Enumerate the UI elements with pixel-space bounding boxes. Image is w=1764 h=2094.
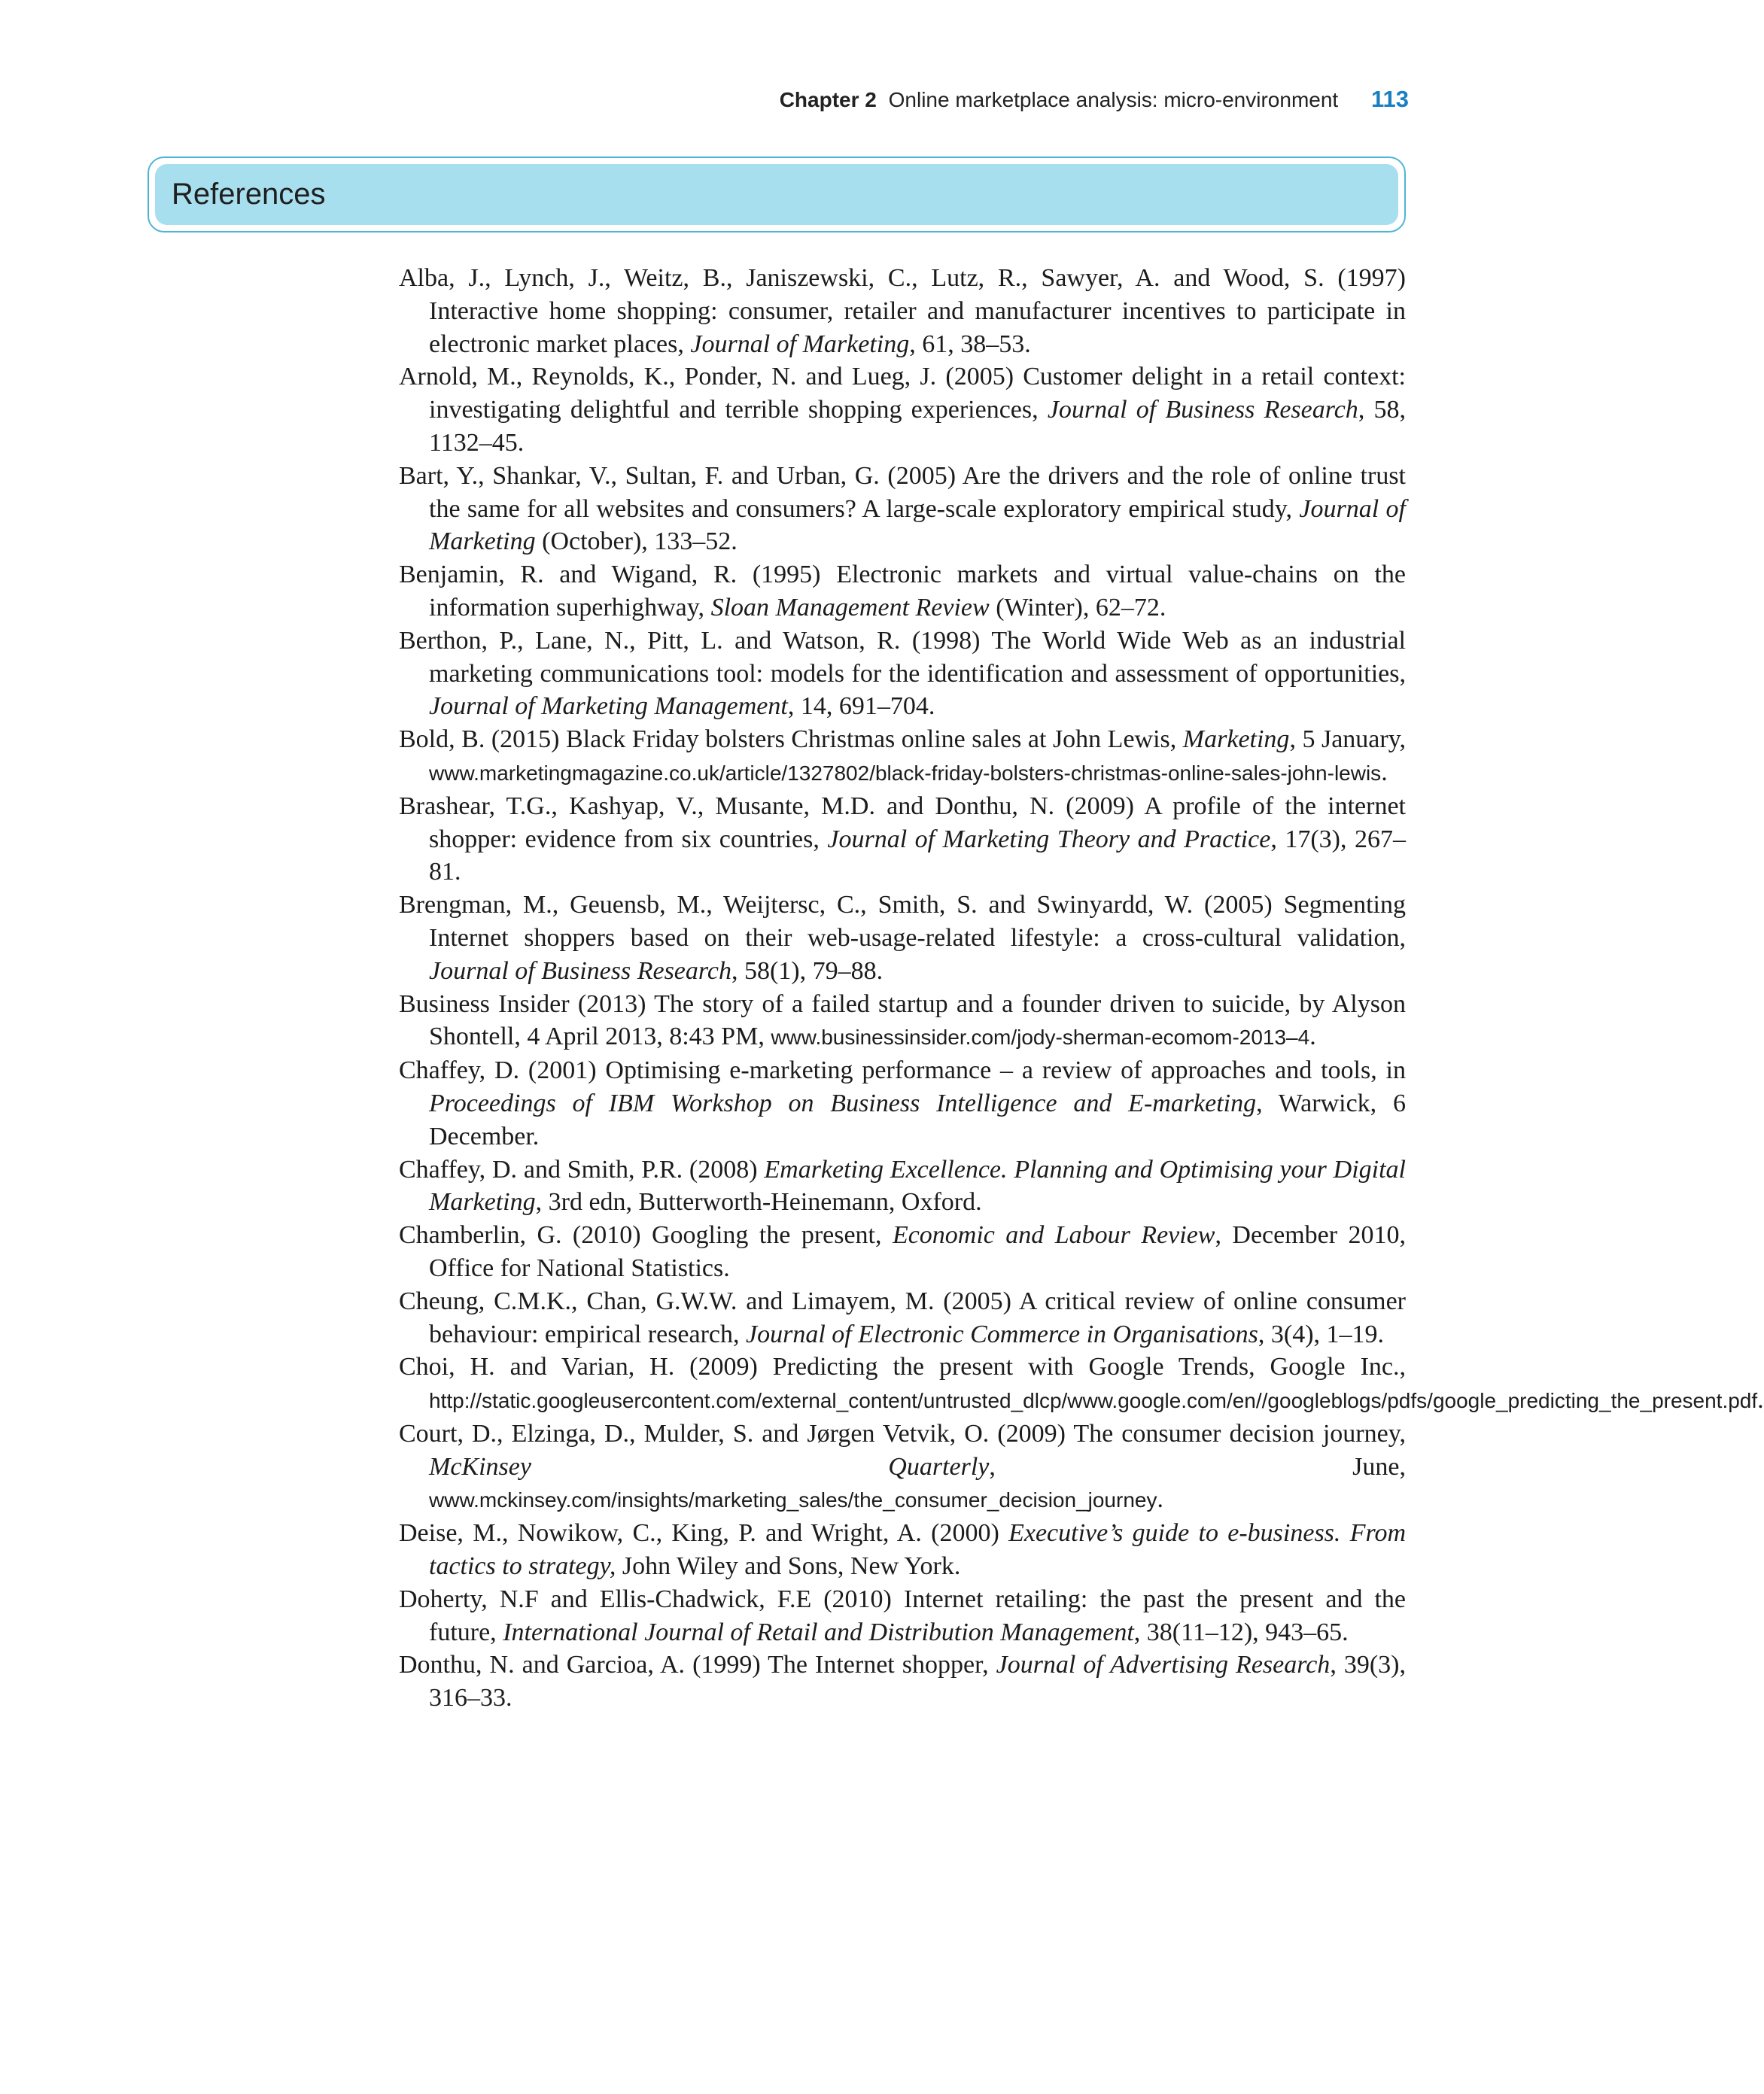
reference-text: Berthon, P., Lane, N., Pitt, L. and Watson, R. (1998) The World Wide Web as an industrial marketing communications tool: models for the identification and assessment of opportunities, xyxy=(399,626,1406,688)
reference-title: Journal of Electronic Commerce in Organisations xyxy=(746,1320,1258,1348)
reference-text: , 5 January, xyxy=(1289,725,1406,754)
reference-title: Journal of Business Research xyxy=(1047,396,1358,424)
reference-text: , 14, 691–704. xyxy=(787,692,935,721)
reference-text: Choi, H. and Varian, H. (2009) Predicting the present with Google Trends, Google Inc., xyxy=(399,1353,1406,1381)
reference-text: Brashear, T.G., Kashyap, V., Musante, M.D. and Donthu, N. (2009) A profile of the internet shopper: evidence from six countries, xyxy=(399,792,1406,853)
reference-entry xyxy=(399,889,1406,987)
running-head xyxy=(780,86,1409,113)
reference-text: . xyxy=(1309,1023,1316,1051)
reference-entry xyxy=(399,360,1406,459)
reference-text: Alba, J., Lynch, J., Weitz, B., Janiszewski, C., Lutz, R., Sawyer, A. and Wood, S. (1997) Interactive home shopping: consumer, retailer and manufacturer incentives to participate in electronic market places, xyxy=(399,264,1406,358)
reference-text: . xyxy=(1157,1485,1163,1514)
section-banner xyxy=(148,157,1406,232)
reference-entry xyxy=(399,1418,1406,1517)
reference-link[interactable]: www.marketingmagazine.co.uk/article/1327802/black-friday-bolsters-christmas-online-sales-john-lewis xyxy=(429,761,1382,785)
reference-text: Court, D., Elzinga, D., Mulder, S. and Jørgen Vetvik, O. (2009) The consumer decision journey, xyxy=(399,1419,1406,1448)
reference-title: Emarketing Excellence. Planning and Optimising your Digital Marketing xyxy=(429,1155,1406,1217)
reference-list xyxy=(399,262,1764,1715)
reference-text: (October), 133–52. xyxy=(535,527,738,556)
reference-text: , 61, 38–53. xyxy=(909,330,1031,358)
reference-text: Chamberlin, G. (2010) Googling the present, xyxy=(399,1221,893,1250)
reference-title: Economic and Labour Review xyxy=(892,1221,1215,1250)
reference-title: Journal of Marketing Theory and Practice xyxy=(827,825,1271,853)
reference-text: , 39(3), 316–33. xyxy=(429,1651,1406,1713)
page-number: 113 xyxy=(1370,86,1409,112)
reference-entry xyxy=(399,1583,1406,1649)
reference-text: Doherty, N.F and Ellis-Chadwick, F.E (2010) Internet retailing: the past the present and the future, xyxy=(399,1585,1406,1646)
reference-entry xyxy=(399,1219,1406,1285)
reference-text: , 3(4), 1–19. xyxy=(1258,1320,1385,1348)
reference-text: Benjamin, R. and Wigand, R. (1995) Electronic markets and virtual value-chains on the information superhighway, xyxy=(399,561,1406,622)
reference-entry xyxy=(399,790,1406,889)
reference-text: Chaffey, D. (2001) Optimising e-marketing performance – a review of approaches and tools, in xyxy=(399,1056,1406,1085)
reference-text: Cheung, C.M.K., Chan, G.W.W. and Limayem, M. (2005) A critical review of online consumer behaviour: empirical research, xyxy=(399,1287,1406,1348)
reference-title: Journal of Business Research xyxy=(429,956,731,985)
reference-entry xyxy=(399,262,1406,360)
reference-entry xyxy=(399,988,1406,1055)
reference-entry xyxy=(399,723,1406,790)
reference-title: International Journal of Retail and Distribution Management xyxy=(503,1618,1134,1646)
section-banner-fill xyxy=(155,164,1398,225)
reference-entry xyxy=(399,1517,1406,1583)
reference-title: Sloan Management Review xyxy=(710,593,990,622)
reference-text: (Winter), 62–72. xyxy=(989,593,1166,622)
chapter-subtitle: Online marketplace analysis: micro-environment xyxy=(888,88,1339,111)
reference-text: John Wiley and Sons, New York. xyxy=(616,1552,961,1581)
reference-text: , December 2010, Office for National Statistics. xyxy=(429,1221,1407,1282)
reference-text: Bold, B. (2015) Black Friday bolsters Christmas online sales at John Lewis, xyxy=(399,725,1183,754)
reference-entry xyxy=(399,1153,1406,1220)
reference-entry xyxy=(399,1351,1764,1418)
reference-title: Journal of Advertising Research xyxy=(996,1651,1331,1679)
reference-title: Proceedings of IBM Workshop on Business Intelligence and E-marketing xyxy=(429,1089,1257,1117)
reference-title: McKinsey Quarterly xyxy=(429,1452,990,1481)
reference-text: Business Insider (2013) The story of a failed startup and a founder driven to suicide, by Alyson Shontell, 4 April 2013, 8:43 PM, xyxy=(399,989,1406,1051)
reference-title: Journal of Marketing xyxy=(690,330,910,358)
reference-entry xyxy=(399,1285,1406,1351)
reference-text: Donthu, N. and Garcioa, A. (1999) The Internet shopper, xyxy=(399,1651,996,1679)
reference-title: Journal of Marketing xyxy=(429,494,1406,556)
reference-text: , 58(1), 79–88. xyxy=(731,956,884,985)
reference-text: Brengman, M., Geuensb, M., Weijtersc, C., Smith, S. and Swinyardd, W. (2005) Segmenting Internet shoppers based on their web-usage-related lifestyle: a cross-cultural validation, xyxy=(399,891,1406,952)
chapter-label: Chapter 2 xyxy=(779,88,877,111)
reference-link[interactable]: www.businessinsider.com/jody-sherman-ecomom-2013–4 xyxy=(771,1026,1310,1050)
reference-text: Chaffey, D. and Smith, P.R. (2008) xyxy=(399,1155,765,1184)
reference-title: Journal of Marketing Management xyxy=(429,692,788,721)
reference-entry xyxy=(399,1054,1406,1153)
reference-text: Bart, Y., Shankar, V., Sultan, F. and Urban, G. (2005) Are the drivers and the role of online trust the same for all websites and consumers? A large-scale exploratory empirical study, xyxy=(399,461,1406,523)
reference-text: Deise, M., Nowikow, C., King, P. and Wright, A. (2000) xyxy=(399,1519,1009,1548)
reference-text: Arnold, M., Reynolds, K., Ponder, N. and Lueg, J. (2005) Customer delight in a retail context: investigating delightful and terrible shopping experiences, xyxy=(399,363,1406,424)
reference-title: Marketing xyxy=(1182,725,1290,754)
reference-text: , 38(11–12), 943–65. xyxy=(1133,1618,1349,1646)
reference-title: Executive’s guide to e-business. From tactics to strategy, xyxy=(429,1519,1406,1581)
reference-text: , June, xyxy=(989,1452,1406,1481)
reference-text: . xyxy=(1757,1386,1764,1415)
reference-text: , 3rd edn, Butterworth-Heinemann, Oxford. xyxy=(535,1188,982,1217)
section-title: References xyxy=(172,178,326,211)
reference-entry xyxy=(399,460,1406,558)
reference-entry xyxy=(399,625,1406,723)
reference-text: , 17(3), 267–81. xyxy=(429,825,1406,886)
reference-entry xyxy=(399,558,1406,625)
reference-text: . xyxy=(1381,758,1388,786)
reference-entry xyxy=(399,1649,1406,1715)
reference-link[interactable]: www.mckinsey.com/insights/marketing_sales/the_consumer_decision_journey xyxy=(429,1488,1157,1512)
reference-link[interactable]: http://static.googleusercontent.com/external_content/untrusted_dlcp/www.google.com/en//googleblogs/pdfs/google_predicting_the_present.pdf xyxy=(429,1389,1758,1413)
reference-text: , Warwick, 6 December. xyxy=(429,1089,1406,1150)
reference-text: , 58, 1132–45. xyxy=(429,396,1406,457)
